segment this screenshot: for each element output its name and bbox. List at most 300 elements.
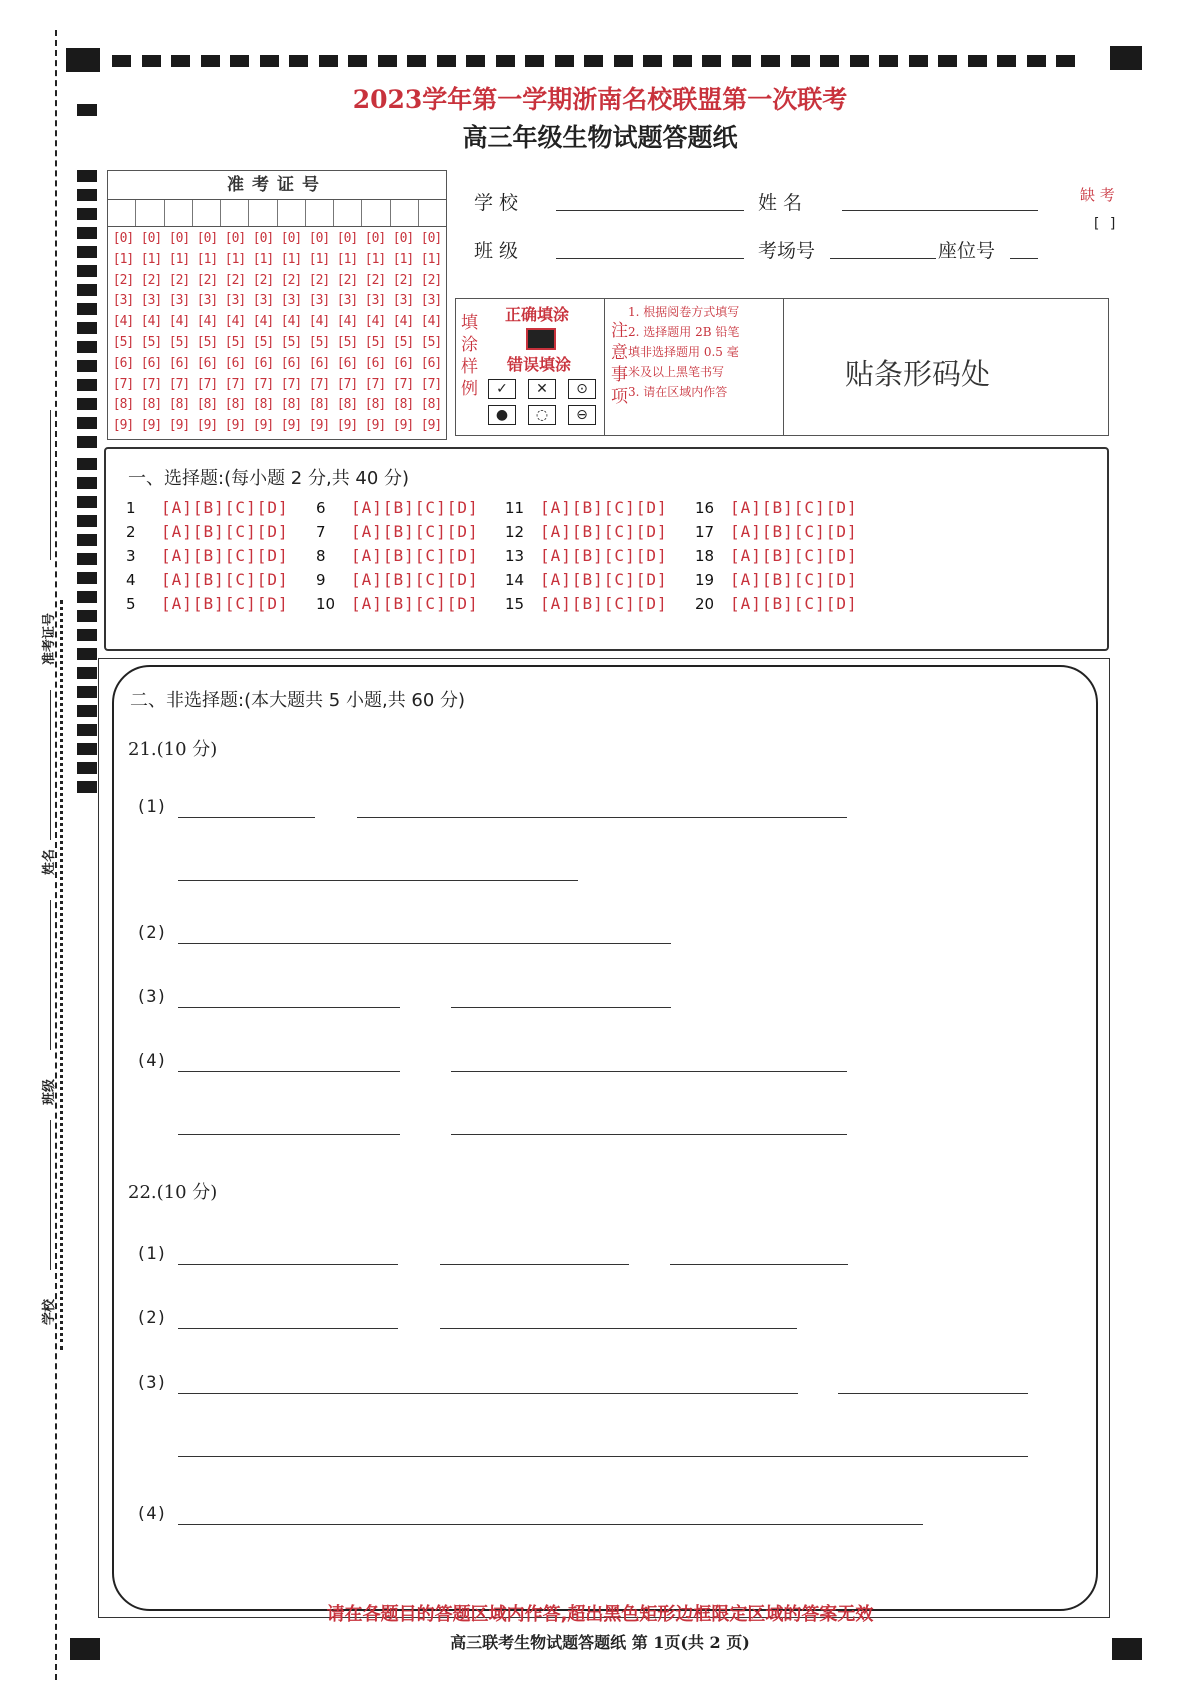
timing-mark	[77, 515, 97, 527]
question-number: 3	[126, 547, 136, 565]
admission-bubble[interactable]: [3]	[392, 293, 414, 309]
timing-mark	[77, 189, 97, 201]
admission-bubble[interactable]: [0]	[112, 231, 134, 246]
timing-mark	[77, 762, 97, 774]
admission-bubble[interactable]: [0]	[196, 231, 218, 246]
admission-bubble[interactable]: [7]	[252, 376, 274, 392]
wrong-fill-example: ◌	[528, 405, 556, 425]
answer-options[interactable]: [A][B][C][D]	[540, 594, 668, 613]
class-field[interactable]	[556, 258, 744, 259]
admission-bubble[interactable]: [6]	[364, 355, 386, 371]
admission-bubble[interactable]: [7]	[168, 376, 190, 392]
timing-mark	[77, 648, 97, 660]
q21-part3-label: (3)	[136, 987, 167, 1007]
admission-bubble[interactable]: [4]	[140, 314, 162, 330]
answer-options[interactable]: [A][B][C][D]	[540, 498, 668, 517]
timing-mark	[584, 55, 603, 67]
timing-mark	[77, 322, 97, 334]
admission-bubble[interactable]: [1]	[364, 251, 386, 267]
timing-mark	[77, 379, 97, 391]
choice-section-heading: 一、选择题:(每小题 2 分,共 40 分)	[128, 468, 410, 489]
admission-bubble[interactable]: [2]	[420, 272, 442, 288]
footer-warning: 请在各题目的答题区域内作答,超出黑色矩形边框限定区域的答案无效	[326, 1604, 874, 1625]
admission-bubble[interactable]: [2]	[112, 272, 134, 288]
admission-bubble[interactable]: [6]	[168, 355, 190, 371]
admission-bubble[interactable]: [8]	[168, 397, 190, 413]
q22-part4-blank[interactable]	[178, 1524, 923, 1525]
admission-bubble[interactable]: [3]	[112, 293, 134, 309]
school-line	[50, 1120, 51, 1270]
class-label: 班 级	[474, 240, 519, 262]
timing-mark	[77, 265, 97, 277]
admission-number-cells[interactable]	[108, 200, 446, 227]
admission-bubble[interactable]: [6]	[112, 355, 134, 371]
question-number: 13	[505, 547, 525, 565]
timing-mark	[1027, 55, 1046, 67]
admission-bubble[interactable]: [9]	[364, 418, 386, 434]
admission-bubble[interactable]: [8]	[364, 397, 386, 413]
q21-part1-label: (1)	[136, 797, 167, 817]
admission-bubble[interactable]: [2]	[392, 272, 414, 288]
timing-mark	[555, 55, 574, 67]
admission-bubble[interactable]: [5]	[392, 334, 414, 350]
timing-mark	[702, 55, 721, 67]
admission-bubble[interactable]: [5]	[308, 334, 330, 350]
q21-part4-blank-d[interactable]	[451, 1134, 847, 1135]
timing-mark	[77, 417, 97, 429]
q21-part3-blank-b[interactable]	[451, 1007, 671, 1008]
question-number: 11	[505, 499, 525, 517]
answer-options[interactable]: [A][B][C][D]	[351, 546, 479, 565]
timing-mark	[732, 55, 751, 67]
admission-bubble[interactable]: [4]	[308, 314, 330, 330]
q22-part3-blank-c[interactable]	[178, 1456, 1028, 1457]
absent-checkbox[interactable]: [ ]	[1092, 216, 1118, 232]
question-number: 10	[316, 595, 336, 613]
timing-mark	[77, 477, 97, 489]
admission-bubble[interactable]: [9]	[168, 418, 190, 434]
timing-mark	[171, 55, 190, 67]
admission-bubble[interactable]: [7]	[364, 376, 386, 392]
corner-marker-tr	[1110, 46, 1142, 70]
question-number: 17	[695, 523, 715, 541]
q21-part4-label: (4)	[136, 1051, 167, 1071]
admission-bubble[interactable]: [5]	[364, 334, 386, 350]
page-footer: 高三联考生物试题答题纸 第 1页(共 2 页)	[450, 1633, 750, 1652]
q22-part4-label: (4)	[136, 1504, 167, 1524]
q21-part2-label: (2)	[136, 923, 167, 943]
admission-bubble[interactable]: [1]	[196, 251, 218, 267]
question-number: 19	[695, 571, 715, 589]
notes-list	[628, 302, 739, 402]
class-line	[50, 900, 51, 1050]
timing-mark	[289, 55, 308, 67]
admission-bubble[interactable]: [5]	[140, 334, 162, 350]
timing-mark	[761, 55, 780, 67]
admission-bubble[interactable]: [4]	[112, 314, 134, 330]
name-field[interactable]	[842, 210, 1038, 211]
q22-part2-blank-b[interactable]	[440, 1328, 797, 1329]
note-item: 米及以上黑笔书写	[628, 365, 725, 379]
timing-mark	[230, 55, 249, 67]
admission-bubble[interactable]: [8]	[308, 397, 330, 413]
q21-part1-blank-b[interactable]	[357, 817, 847, 818]
answer-options[interactable]: [A][B][C][D]	[730, 522, 858, 541]
admission-bubble[interactable]: [1]	[280, 251, 302, 267]
admission-bubble[interactable]: [6]	[392, 355, 414, 371]
seat-label: 座位号	[938, 240, 996, 262]
barcode-area-label: 贴条形码处	[845, 357, 991, 391]
admission-bubble[interactable]: [5]	[420, 334, 442, 350]
admission-bubble[interactable]: [8]	[420, 397, 442, 413]
admission-bubble[interactable]: [4]	[420, 314, 442, 330]
admission-bubble[interactable]: [3]	[168, 293, 190, 309]
admission-bubble[interactable]: [4]	[280, 314, 302, 330]
admission-bubble[interactable]: [4]	[224, 314, 246, 330]
admission-bubble[interactable]: [9]	[336, 418, 358, 434]
admission-bubble[interactable]: [8]	[280, 397, 302, 413]
admission-bubble[interactable]: [5]	[252, 334, 274, 350]
answer-options[interactable]: [A][B][C][D]	[351, 570, 479, 589]
admission-bubble[interactable]: [4]	[252, 314, 274, 330]
answer-options[interactable]: [A][B][C][D]	[351, 522, 479, 541]
admission-bubble[interactable]: [4]	[168, 314, 190, 330]
note-item: 1. 根据阅卷方式填写	[628, 305, 740, 319]
sheet-title: 高三年级生物试题答题纸	[462, 123, 738, 152]
admission-bubble[interactable]: [1]	[392, 251, 414, 267]
cut-line	[60, 600, 63, 1350]
admission-bubble[interactable]: [8]	[336, 397, 358, 413]
admission-bubble[interactable]: [2]	[224, 272, 246, 288]
timing-mark	[77, 458, 97, 470]
timing-mark	[77, 610, 97, 622]
admission-bubble[interactable]: [7]	[196, 376, 218, 392]
admission-bubble[interactable]: [5]	[280, 334, 302, 350]
timing-mark	[820, 55, 839, 67]
admission-bubble[interactable]: [6]	[252, 355, 274, 371]
admission-bubble[interactable]: [1]	[308, 251, 330, 267]
admission-bubble[interactable]: [9]	[140, 418, 162, 434]
q22-title: 22.(10 分)	[128, 1182, 218, 1203]
admission-bubble[interactable]: [2]	[196, 272, 218, 288]
admission-bubble[interactable]: [3]	[140, 293, 162, 309]
admission-bubble[interactable]: [7]	[280, 376, 302, 392]
q21-part4-blank-c[interactable]	[178, 1134, 400, 1135]
timing-mark	[968, 55, 987, 67]
timing-mark	[77, 341, 97, 353]
q22-part1-label: (1)	[136, 1244, 167, 1264]
admission-bubble[interactable]: [6]	[140, 355, 162, 371]
timing-mark	[77, 629, 97, 641]
admission-bubble[interactable]: [7]	[420, 376, 442, 392]
timing-mark	[77, 591, 97, 603]
answer-options[interactable]: [A][B][C][D]	[730, 594, 858, 613]
absent-label: 缺 考	[1080, 186, 1115, 204]
admission-bubble[interactable]: [5]	[168, 334, 190, 350]
timing-mark	[77, 724, 97, 736]
q22-part1-blank-b[interactable]	[440, 1264, 629, 1265]
answer-options[interactable]: [A][B][C][D]	[161, 594, 289, 613]
q22-part2-blank-a[interactable]	[178, 1328, 398, 1329]
fill-sample-label: 填涂样例	[461, 313, 478, 399]
answer-options[interactable]: [A][B][C][D]	[540, 570, 668, 589]
admission-bubble[interactable]: [9]	[392, 418, 414, 434]
timing-mark	[77, 227, 97, 239]
timing-mark	[77, 534, 97, 546]
admission-bubble[interactable]: [1]	[112, 251, 134, 267]
side-label-name: 姓名	[42, 848, 57, 875]
timing-mark	[407, 55, 426, 67]
admission-bubble[interactable]: [1]	[168, 251, 190, 267]
admission-bubble[interactable]: [3]	[280, 293, 302, 309]
admission-bubble[interactable]: [8]	[112, 397, 134, 413]
q22-part2-label: (2)	[136, 1308, 167, 1328]
question-number: 8	[316, 547, 326, 565]
q22-part3-blank-a[interactable]	[178, 1393, 798, 1394]
corner-marker-tl	[66, 48, 100, 72]
admission-bubble[interactable]: [7]	[392, 376, 414, 392]
school-label: 学 校	[474, 192, 519, 214]
admission-bubble[interactable]: [7]	[336, 376, 358, 392]
side-label-school: 学校	[42, 1298, 57, 1325]
admission-bubble[interactable]: [9]	[280, 418, 302, 434]
admission-bubble[interactable]: [0]	[252, 231, 274, 246]
admission-bubble[interactable]: [4]	[364, 314, 386, 330]
admission-bubble[interactable]: [8]	[252, 397, 274, 413]
admission-bubble[interactable]: [6]	[420, 355, 442, 371]
q21-part1-blank-c[interactable]	[178, 880, 578, 881]
admission-number-title: 准考证号	[108, 171, 446, 200]
admission-bubble[interactable]: [0]	[308, 231, 330, 246]
admission-bubble[interactable]: [0]	[280, 231, 302, 246]
question-number: 18	[695, 547, 715, 565]
admission-bubble-grid[interactable]	[108, 227, 446, 437]
timing-mark	[348, 55, 367, 67]
question-number: 15	[505, 595, 525, 613]
admission-bubble[interactable]: [2]	[252, 272, 274, 288]
admission-bubble[interactable]: [0]	[364, 231, 386, 246]
timing-mark	[909, 55, 928, 67]
wrong-fill-example: ✕	[528, 379, 556, 399]
timing-mark	[879, 55, 898, 67]
admission-bubble[interactable]: [6]	[308, 355, 330, 371]
q21-title: 21.(10 分)	[128, 739, 218, 760]
timing-mark	[77, 398, 97, 410]
answer-options[interactable]: [A][B][C][D]	[161, 522, 289, 541]
answer-options[interactable]: [A][B][C][D]	[161, 498, 289, 517]
admission-bubble[interactable]: [7]	[140, 376, 162, 392]
admission-bubble[interactable]: [3]	[196, 293, 218, 309]
timing-mark	[997, 55, 1016, 67]
correct-fill-example	[526, 328, 556, 350]
admission-bubble[interactable]: [3]	[308, 293, 330, 309]
admission-bubble[interactable]: [3]	[364, 293, 386, 309]
timing-mark	[77, 553, 97, 565]
wrong-fill-example: ✓	[488, 379, 516, 399]
admission-bubble[interactable]: [1]	[336, 251, 358, 267]
admission-bubble[interactable]: [5]	[224, 334, 246, 350]
question-number: 14	[505, 571, 525, 589]
admission-bubble[interactable]: [3]	[420, 293, 442, 309]
note-item: 3. 请在区域内作答	[628, 385, 728, 399]
timing-mark	[260, 55, 279, 67]
admission-bubble[interactable]: [8]	[224, 397, 246, 413]
q22-part3-blank-b[interactable]	[838, 1393, 1028, 1394]
timing-mark	[112, 55, 131, 67]
q21-part3-blank-a[interactable]	[178, 1007, 400, 1008]
side-label-admission: 准考证号	[42, 612, 57, 665]
admission-bubble[interactable]: [3]	[252, 293, 274, 309]
wrong-fill-example: ⊖	[568, 405, 596, 425]
admission-bubble[interactable]: [9]	[420, 418, 442, 434]
answer-options[interactable]: [A][B][C][D]	[351, 498, 479, 517]
question-number: 16	[695, 499, 715, 517]
exam-title: 2023学年第一学期浙南名校联盟第一次联考	[352, 85, 848, 114]
timing-mark	[77, 246, 97, 258]
admission-line	[50, 410, 51, 560]
timing-mark	[1056, 55, 1075, 67]
admission-bubble[interactable]: [8]	[196, 397, 218, 413]
admission-bubble[interactable]: [6]	[196, 355, 218, 371]
question-number: 6	[316, 499, 326, 517]
admission-bubble[interactable]: [2]	[336, 272, 358, 288]
timing-mark	[938, 55, 957, 67]
admission-bubble[interactable]: [2]	[168, 272, 190, 288]
question-number: 2	[126, 523, 136, 541]
admission-bubble[interactable]: [0]	[140, 231, 162, 246]
question-number: 1	[126, 499, 136, 517]
timing-mark	[77, 667, 97, 679]
answer-options[interactable]: [A][B][C][D]	[161, 546, 289, 565]
admission-bubble[interactable]: [5]	[112, 334, 134, 350]
timing-mark	[77, 496, 97, 508]
timing-mark	[77, 170, 97, 182]
room-field[interactable]	[830, 258, 936, 259]
timing-mark	[77, 303, 97, 315]
answer-options[interactable]: [A][B][C][D]	[161, 570, 289, 589]
admission-bubble[interactable]: [2]	[280, 272, 302, 288]
timing-mark	[673, 55, 692, 67]
wrong-fill-example: ⊙	[568, 379, 596, 399]
admission-bubble[interactable]: [7]	[224, 376, 246, 392]
q22-part1-blank-c[interactable]	[670, 1264, 848, 1265]
admission-bubble[interactable]: [9]	[224, 418, 246, 434]
nonchoice-heading: 二、非选择题:(本大题共 5 小题,共 60 分)	[130, 690, 466, 711]
question-number: 20	[695, 595, 715, 613]
admission-bubble[interactable]: [6]	[280, 355, 302, 371]
admission-bubble[interactable]: [1]	[224, 251, 246, 267]
q21-part4-blank-a[interactable]	[178, 1071, 400, 1072]
admission-bubble[interactable]: [5]	[336, 334, 358, 350]
admission-bubble[interactable]: [9]	[196, 418, 218, 434]
admission-bubble[interactable]: [6]	[224, 355, 246, 371]
answer-options[interactable]: [A][B][C][D]	[540, 522, 668, 541]
timing-mark	[319, 55, 338, 67]
question-number: 12	[505, 523, 525, 541]
admission-bubble[interactable]: [7]	[308, 376, 330, 392]
correct-fill-label: 正确填涂	[505, 305, 570, 324]
timing-mark	[142, 55, 161, 67]
timing-mark	[643, 55, 662, 67]
timing-mark	[437, 55, 456, 67]
timing-mark	[77, 572, 97, 584]
answer-options[interactable]: [A][B][C][D]	[540, 546, 668, 565]
timing-mark	[77, 284, 97, 296]
timing-mark	[77, 436, 97, 448]
answer-options[interactable]: [A][B][C][D]	[351, 594, 479, 613]
admission-bubble[interactable]: [4]	[392, 314, 414, 330]
room-label: 考场号	[758, 240, 816, 262]
q22-part1-blank-a[interactable]	[178, 1264, 398, 1265]
seat-field[interactable]	[1010, 258, 1038, 259]
admission-bubble[interactable]: [1]	[252, 251, 274, 267]
q21-part1-blank-a[interactable]	[178, 817, 315, 818]
timing-mark	[466, 55, 485, 67]
nonchoice-answer-region	[112, 665, 1098, 1611]
admission-bubble[interactable]: [4]	[336, 314, 358, 330]
admission-bubble[interactable]: [7]	[112, 376, 134, 392]
admission-bubble[interactable]: [0]	[392, 231, 414, 246]
admission-bubble[interactable]: [9]	[112, 418, 134, 434]
admission-bubble[interactable]: [3]	[336, 293, 358, 309]
admission-bubble[interactable]: [0]	[420, 231, 442, 246]
admission-bubble[interactable]: [1]	[420, 251, 442, 267]
timing-mark	[850, 55, 869, 67]
timing-mark	[77, 686, 97, 698]
admission-bubble[interactable]: [4]	[196, 314, 218, 330]
note-item: 2. 选择题用 2B 铅笔	[628, 325, 740, 339]
admission-bubble[interactable]: [8]	[392, 397, 414, 413]
name-line	[50, 690, 51, 840]
admission-bubble[interactable]: [9]	[308, 418, 330, 434]
admission-bubble[interactable]: [0]	[336, 231, 358, 246]
question-number: 4	[126, 571, 136, 589]
admission-bubble[interactable]: [0]	[224, 231, 246, 246]
admission-bubble[interactable]: [9]	[252, 418, 274, 434]
timing-mark	[77, 208, 97, 220]
timing-mark	[614, 55, 633, 67]
timing-mark	[791, 55, 810, 67]
admission-bubble[interactable]: [2]	[140, 272, 162, 288]
admission-bubble[interactable]: [3]	[224, 293, 246, 309]
answer-options[interactable]: [A][B][C][D]	[730, 570, 858, 589]
question-number: 5	[126, 595, 136, 613]
timing-mark	[378, 55, 397, 67]
timing-mark	[77, 705, 97, 717]
admission-bubble[interactable]: [6]	[336, 355, 358, 371]
admission-bubble[interactable]: [2]	[308, 272, 330, 288]
side-label-class: 班级	[42, 1078, 57, 1105]
timing-mark	[77, 360, 97, 372]
admission-bubble[interactable]: [0]	[168, 231, 190, 246]
answer-options[interactable]: [A][B][C][D]	[730, 498, 858, 517]
note-item: 填非选择题用 0.5 毫	[628, 345, 739, 359]
admission-bubble[interactable]: [1]	[140, 251, 162, 267]
q21-part4-blank-b[interactable]	[451, 1071, 847, 1072]
school-field[interactable]	[556, 210, 744, 211]
admission-bubble[interactable]: [5]	[196, 334, 218, 350]
question-number: 9	[316, 571, 326, 589]
answer-options[interactable]: [A][B][C][D]	[730, 546, 858, 565]
q21-part2-blank[interactable]	[178, 943, 671, 944]
q22-part3-label: (3)	[136, 1373, 167, 1393]
timing-mark	[77, 743, 97, 755]
admission-bubble[interactable]: [2]	[364, 272, 386, 288]
timing-mark	[496, 55, 515, 67]
wrong-fill-example: ●	[488, 405, 516, 425]
timing-mark	[77, 781, 97, 793]
admission-bubble[interactable]: [8]	[140, 397, 162, 413]
